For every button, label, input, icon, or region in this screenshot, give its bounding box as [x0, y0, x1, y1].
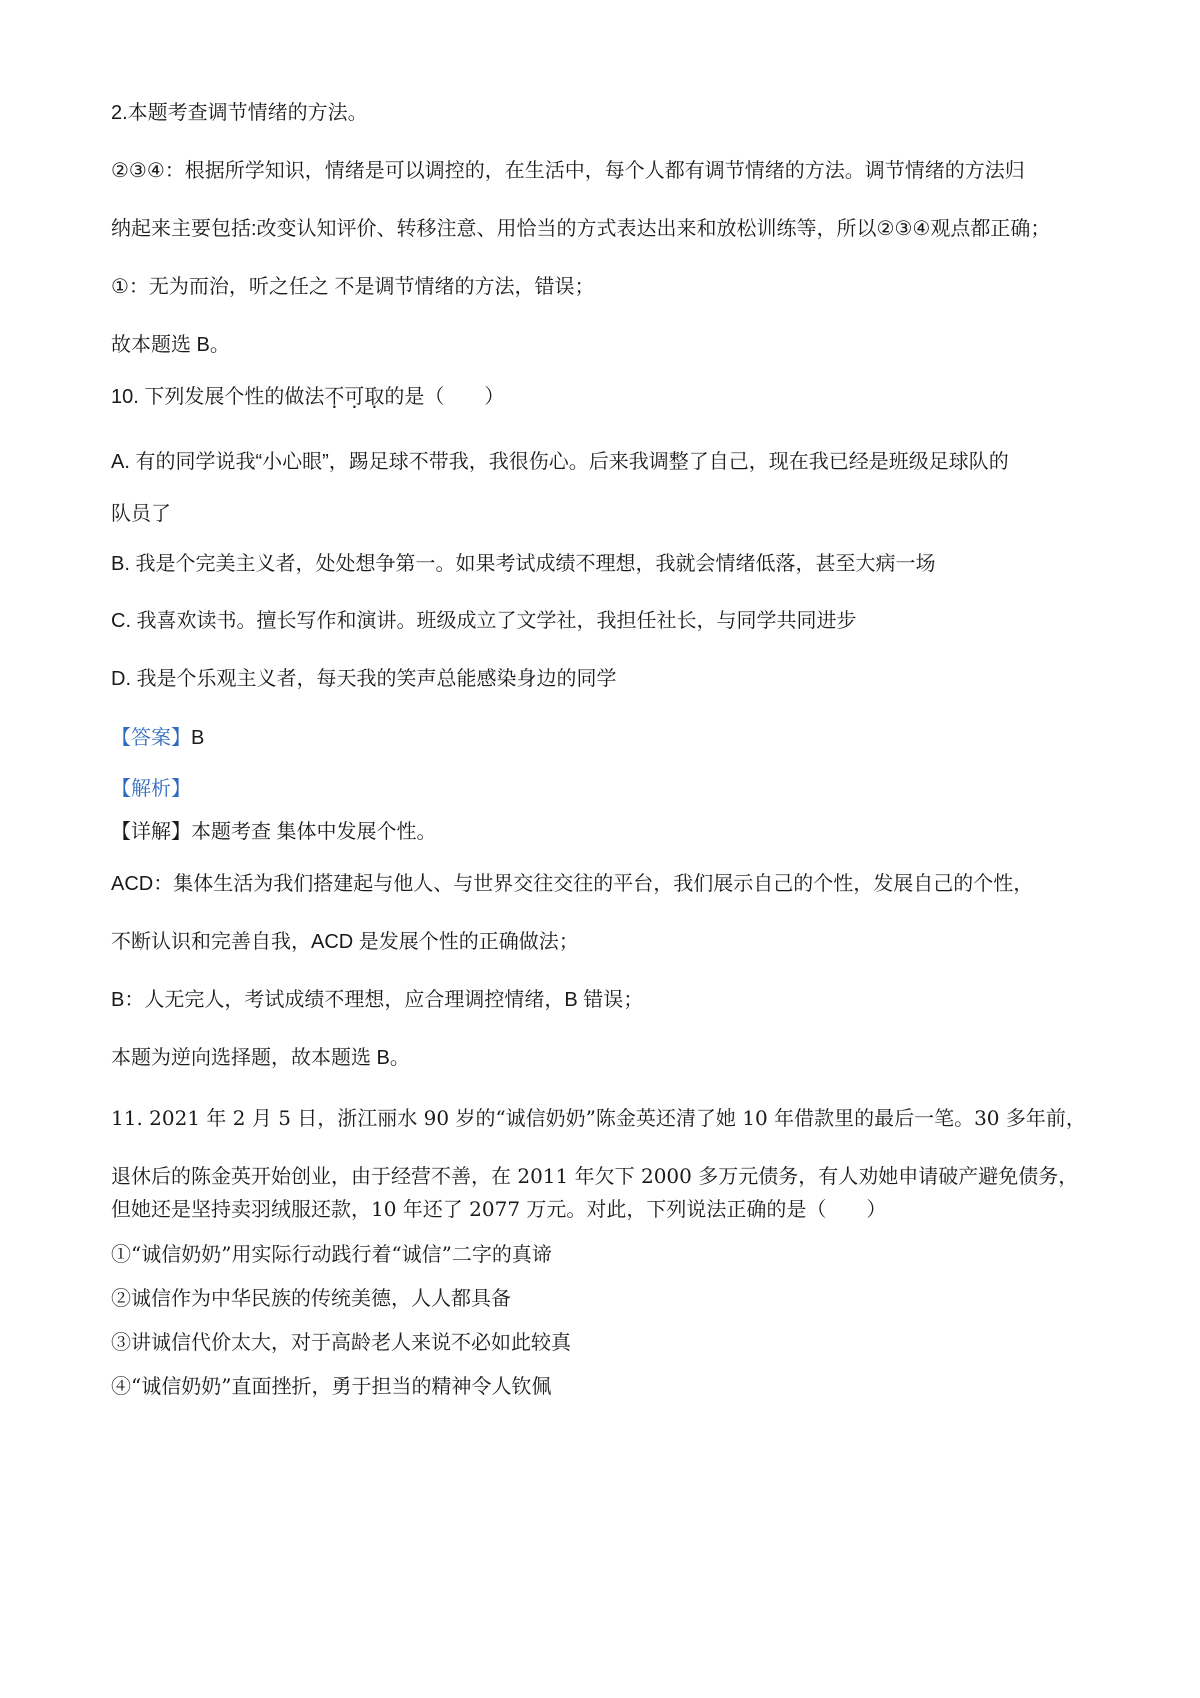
q11-item-3: ③讲诚信代价太大，对于高龄老人来说不必如此较真: [111, 1330, 571, 1354]
q10-answer: [111, 724, 1160, 752]
q10-option-a-line-2: 队员了: [111, 503, 171, 525]
q10-acd-line-2: 不断认识和完善自我，ACD 是发展个性的正确做法；: [111, 931, 579, 953]
q10-option-b: B. 我是个完美主义者，处处想争第一。如果考试成绩不理想，我就会情绪低落，甚至大病一场: [111, 553, 936, 575]
q11-item-1: ①“诚信奶奶”用实际行动践行着“诚信”二字的真谛: [111, 1242, 552, 1266]
emphasis-char: 取: [364, 386, 385, 408]
q10-stem-suffix: 的是（ ）: [384, 386, 505, 408]
q9-conclusion: 故本题选 B。: [111, 334, 230, 356]
emphasis-char: 可: [344, 386, 365, 408]
q11-stem-line-2: 退休后的陈金英开始创业，由于经营不善，在 2011 年欠下 2000 多万元债务，有人劝她申请破产避免债务，: [111, 1164, 1079, 1188]
q9-analysis-line-3: 纳起来主要包括:改变认知评价、转移注意、用恰当的方式表达出来和放松训练等，所以②③④观点都正确；: [111, 218, 1051, 240]
emphasis-char: 不: [324, 386, 345, 408]
q11-stem-line-1: 11. 2021 年 2 月 5 日，浙江丽水 90 岁的“诚信奶奶”陈金英还清了她 10 年借款里的最后一笔。30 多年前，: [111, 1106, 1086, 1130]
q10-option-a-line-1: A. 有的同学说我“小心眼”，踢足球不带我，我很伤心。后来我调整了自己，现在我已经是班级足球队的: [111, 451, 1009, 473]
q9-analysis-line-4: ①：无为而治，听之任之 不是调节情绪的方法，错误；: [111, 276, 595, 298]
q10-stem-prefix: 10. 下列发展个性的做法: [111, 386, 325, 408]
q10-detail: 【详解】本题考查 集体中发展个性。: [111, 821, 437, 843]
answer-value: B: [191, 727, 205, 749]
analysis-label: 【解析】: [111, 778, 191, 800]
q10-conclusion: 本题为逆向选择题，故本题选 B。: [111, 1047, 410, 1069]
q9-analysis-line-2: ②③④：根据所学知识，情绪是可以调控的，在生活中，每个人都有调节情绪的方法。调节情绪的方法归: [111, 160, 1025, 182]
q11-item-2: ②诚信作为中华民族的传统美德，人人都具备: [111, 1286, 511, 1310]
q10-b-line: B：人无完人，考试成绩不理想，应合理调控情绪，B 错误；: [111, 989, 644, 1011]
answer-label: 【答案】: [111, 727, 191, 749]
q11-stem-line-3: 但她还是坚持卖羽绒服还款，10 年还了 2077 万元。对此，下列说法正确的是（ ）: [111, 1197, 887, 1221]
q10-acd-line-1: ACD：集体生活为我们搭建起与他人、与世界交往交往的平台，我们展示自己的个性，发展自己的个性，: [111, 873, 1034, 895]
q10-option-d: D. 我是个乐观主义者，每天我的笑声总能感染身边的同学: [111, 668, 617, 690]
q9-analysis-line-1: 2.本题考查调节情绪的方法。: [111, 102, 368, 124]
q11-item-4: ④“诚信奶奶”直面挫折，勇于担当的精神令人钦佩: [111, 1374, 552, 1398]
q10-stem: [111, 383, 1160, 411]
q10-option-c: C. 我喜欢读书。擅长写作和演讲。班级成立了文学社，我担任社长，与同学共同进步: [111, 610, 857, 632]
